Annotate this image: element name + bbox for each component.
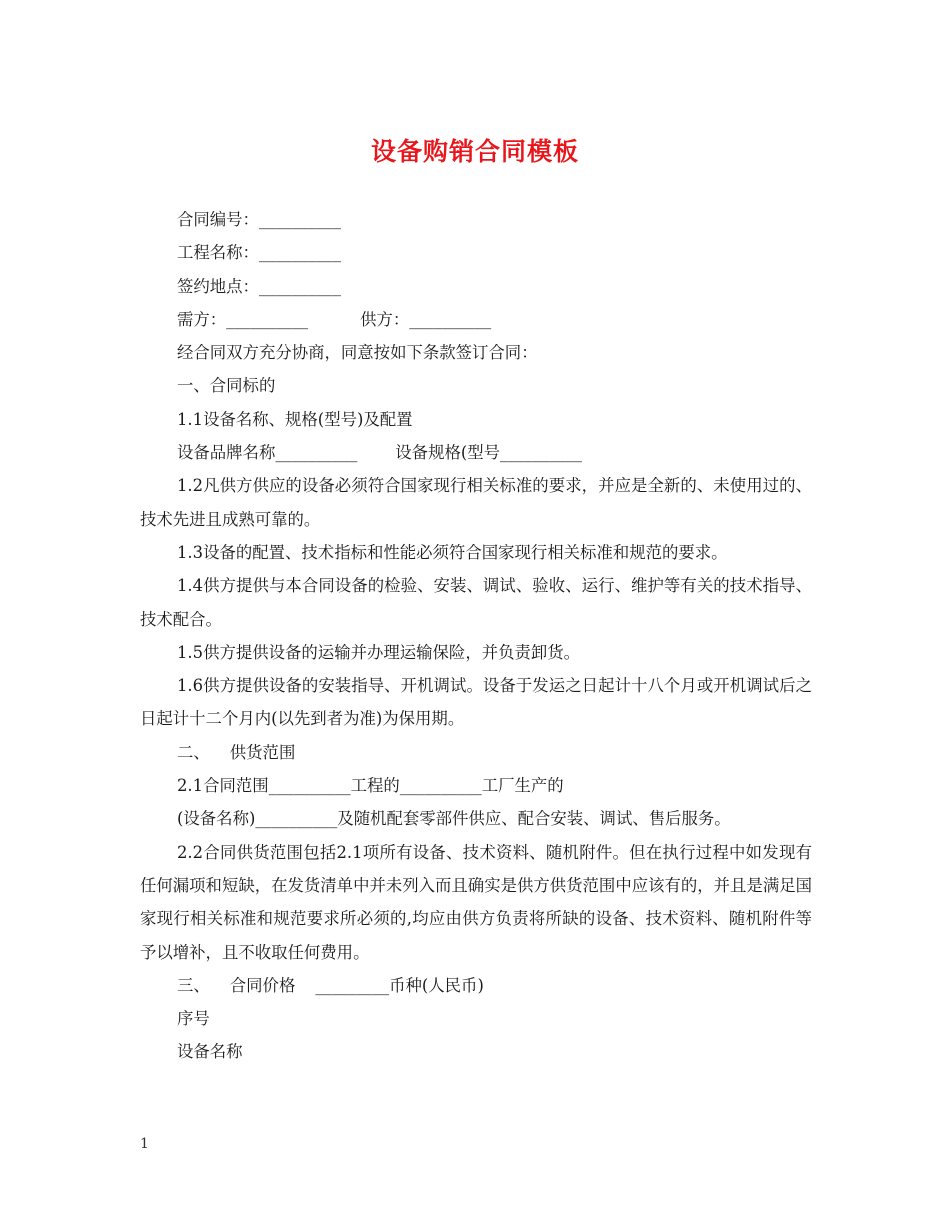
field-brand: 设备品牌名称__________ (177, 443, 358, 463)
section3-title: 合同价格 (229, 975, 296, 995)
section3-currency: _________币种(人民币) (315, 975, 484, 995)
item-1-5: 1.5供方提供设备的运输并办理运输保险，并负责卸货。 (177, 642, 581, 662)
section1-heading: 一、合同标的 (177, 376, 276, 396)
item-1-1: 1.1设备名称、规格(型号)及配置 (177, 409, 413, 429)
brand-spec-line (140, 436, 812, 469)
section2-heading (140, 736, 812, 769)
field-sign-place: 签约地点：__________ (177, 276, 341, 296)
section2-number: 二、 (177, 742, 210, 762)
item-2-1b: (设备名称)__________及随机配套零部件供应、配合安装、调试、售后服务。 (177, 809, 731, 829)
section2-title: 供货范围 (229, 742, 296, 762)
field-contract-no: 合同编号：__________ (177, 210, 341, 229)
item-2-2: 2.2合同供货范围包括2.1项所有设备、技术资料、随机附件。但在执行过程中如发现有任何漏项和短缺，在发货清单中并未列入而且确实是供方供货范围中应该有的，并且是满足国家现行相关标准和规范要求所必须的,均应由供方负责将所缺的设备、技术资料、随机附件等予以增补，且不收取任何费用。 (140, 842, 813, 962)
section3-number: 三、 (177, 975, 210, 995)
field-spec: 设备规格(型号__________ (395, 443, 582, 463)
page-number: 1 (140, 1136, 149, 1152)
parties-line (140, 303, 812, 336)
intro-text: 经合同双方充分协商，同意按如下条款签订合同： (177, 343, 538, 363)
field-buyer: 需方：__________ (177, 309, 309, 329)
col-equipment-name: 设备名称 (177, 1042, 243, 1062)
field-seller: 供方：__________ (360, 309, 492, 329)
item-1-4: 1.4供方提供与本合同设备的检验、安装、调试、验收、运行、维护等有关的技术指导、技术配合。 (140, 576, 812, 629)
document-title: 设备购销合同模板 (370, 137, 579, 166)
item-2-1a: 2.1合同范围__________工程的__________工厂生产的 (177, 776, 564, 796)
item-1-2: 1.2凡供方供应的设备必须符合国家现行相关标准的要求，并应是全新的、未使用过的、技术先进且成熟可靠的。 (140, 476, 812, 529)
item-1-3: 1.3设备的配置、技术指标和性能必须符合国家现行相关标准和规范的要求。 (177, 542, 728, 562)
col-serial-no: 序号 (177, 1009, 210, 1029)
item-1-6: 1.6供方提供设备的安装指导、开机调试。设备于发运之日起计十八个月或开机调试后之日起计十二个月内(以先到者为准)为保用期。 (140, 676, 812, 729)
document-body (140, 203, 812, 1069)
field-project-name: 工程名称：__________ (177, 243, 341, 263)
section3-heading (140, 969, 812, 1002)
